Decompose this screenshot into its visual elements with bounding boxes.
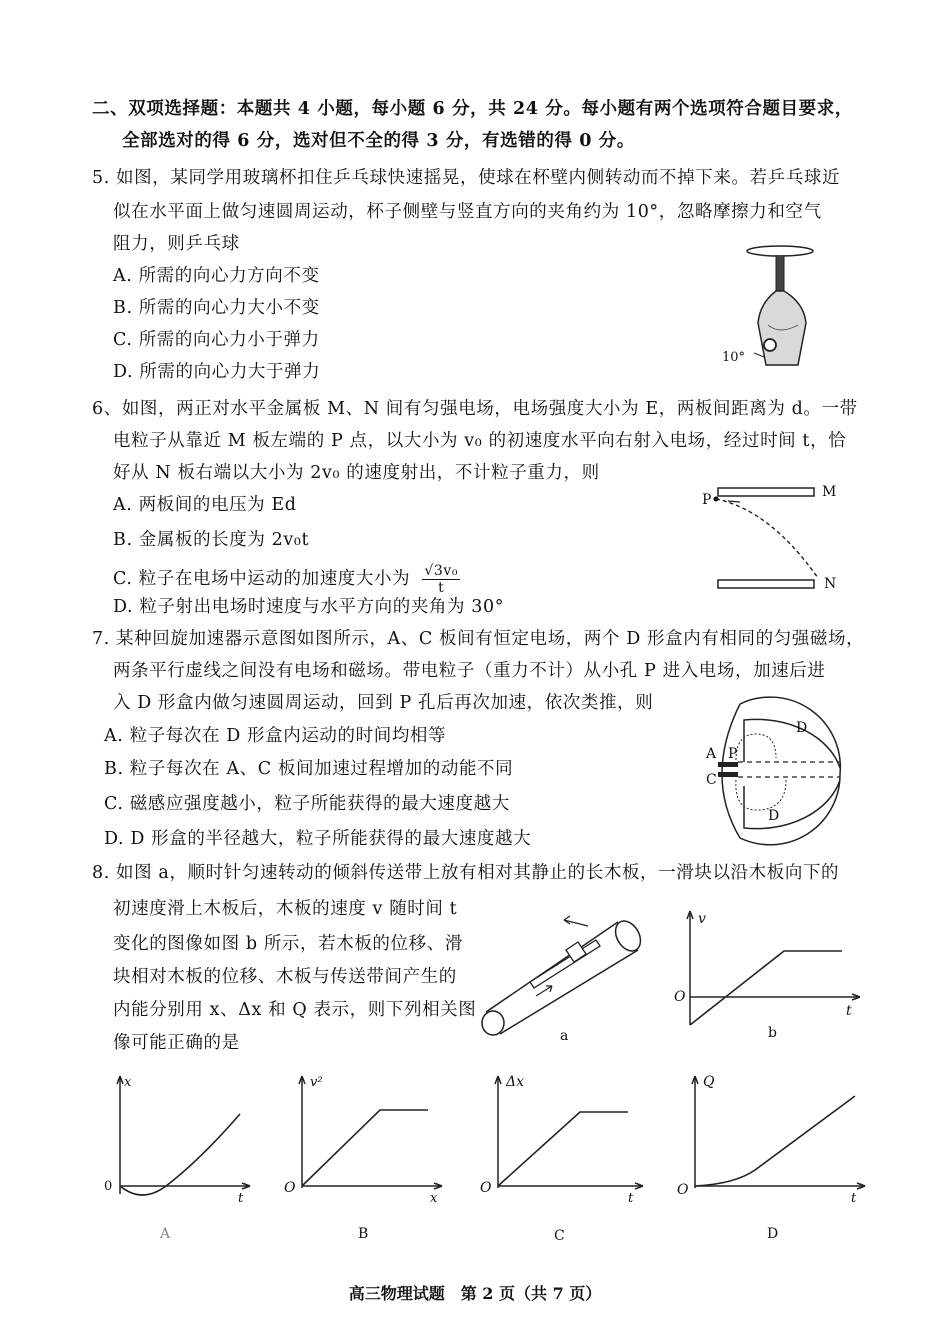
q8-fig-a-caption: a	[560, 1028, 569, 1044]
q6-option-b[interactable]: B. 金属板的长度为 2v₀t	[113, 530, 310, 550]
q5-option-b[interactable]: B. 所需的向心力大小不变	[113, 298, 320, 318]
q8-stem-line3: 变化的图像如图 b 所示，若木板的位移、滑	[113, 934, 463, 954]
q7-stem-line2: 两条平行虚线之间没有电场和磁场。带电粒子（重力不计）从小孔 P 进入电场，加速后进	[113, 661, 826, 681]
q8-graph-d-caption: D	[767, 1226, 779, 1242]
q7-label-a: A	[706, 746, 717, 762]
q8-graph-b-x-label: x	[430, 1191, 438, 1206]
q5-stem-line1: 5. 如图，某同学用玻璃杯扣住乒乓球快速摇晃，使球在杯壁内侧转动而不掉下来。若乒乓球近	[92, 168, 841, 188]
q8-fig-b-t-label: t	[846, 1003, 852, 1019]
q5-stem-line2: 似在水平面上做匀速圆周运动，杯子侧壁与竖直方向的夹角约为 10°，忽略摩擦力和空气	[113, 202, 822, 222]
q8-graph-b[interactable]	[282, 1070, 452, 1250]
q8-graph-b-y-label: v²	[310, 1075, 323, 1090]
q8-graph-a-origin: 0	[104, 1179, 113, 1194]
q6-option-a[interactable]: A. 两板间的电压为 Ed	[113, 495, 297, 515]
q7-label-d-top: D	[796, 720, 808, 736]
q6-stem-line3: 好从 N 板右端以大小为 2v₀ 的速度射出，不计粒子重力，则	[113, 463, 600, 483]
q6-label-p: P	[702, 492, 712, 508]
q8-graph-b-caption: B	[358, 1226, 369, 1242]
q8-graph-a[interactable]	[100, 1070, 260, 1250]
q8-graph-c-x-label: t	[628, 1191, 634, 1206]
q6-stem-line1: 6、如图，两正对水平金属板 M、N 间有匀强电场，电场强度大小为 E，两板间距离为 d。一带	[92, 399, 858, 419]
q5-angle-label: 10°	[722, 350, 746, 365]
section-header-line1: 二、双项选择题：本题共 4 小题，每小题 6 分，共 24 分。每小题有两个选项符合题目要求，	[92, 99, 853, 119]
q8-fig-b-caption: b	[768, 1025, 777, 1041]
q5-glass-figure	[720, 245, 840, 375]
q8-graph-a-y-label: x	[124, 1075, 132, 1090]
q5-stem-line3: 阻力，则乒乓球	[113, 234, 240, 254]
q8-figure-a-conveyor	[478, 900, 658, 1050]
q6-label-n: N	[824, 576, 837, 592]
q8-graph-d-y-label: Q	[703, 1074, 715, 1090]
q8-graph-a-caption: A	[160, 1226, 171, 1242]
q6-option-c-text: C. 粒子在电场中运动的加速度大小为	[113, 569, 411, 589]
q7-label-c: C	[706, 772, 717, 788]
q5-option-c[interactable]: C. 所需的向心力小于弹力	[113, 330, 320, 350]
q8-graph-c-origin: O	[480, 1180, 492, 1196]
q8-stem-line6: 像可能正确的是	[113, 1033, 240, 1053]
q8-graph-c-y-label: Δx	[506, 1074, 525, 1090]
q8-fig-b-origin: O	[674, 989, 686, 1005]
q8-graph-c[interactable]	[478, 1070, 648, 1250]
q7-option-a[interactable]: A. 粒子每次在 D 形盒内运动的时间均相等	[104, 726, 447, 746]
q6-option-d[interactable]: D. 粒子射出电场时速度与水平方向的夹角为 30°	[113, 597, 505, 617]
q7-stem-line1: 7. 某种回旋加速器示意图如图所示，A、C 板间有恒定电场，两个 D 形盒内有相同的匀强磁场，	[92, 629, 865, 649]
q8-graph-d[interactable]	[675, 1070, 875, 1250]
q8-graph-a-x-label: t	[238, 1191, 244, 1206]
q7-option-c[interactable]: C. 磁感应强度越小，粒子所能获得的最大速度越大	[104, 794, 510, 814]
q8-fig-b-v-label: v	[698, 911, 706, 927]
q8-stem-line5: 内能分别用 x、Δx 和 Q 表示，则下列相关图	[113, 1000, 477, 1020]
q7-label-d-bottom: D	[768, 808, 780, 824]
q5-option-d[interactable]: D. 所需的向心力大于弹力	[113, 362, 321, 382]
q8-stem-line2: 初速度滑上木板后，木板的速度 v 随时间 t	[113, 899, 458, 919]
q6-stem-line2: 电粒子从靠近 M 板左端的 P 点，以大小为 v₀ 的初速度水平向右射入电场，经过时间 t，恰	[113, 431, 847, 451]
q7-label-p: P	[728, 746, 738, 762]
page-footer: 高三物理试题 第 2 页（共 7 页）	[348, 1284, 602, 1303]
q6-option-c-fraction	[422, 563, 460, 596]
q6-option-c[interactable]	[113, 563, 460, 596]
q8-stem-line1: 8. 如图 a，顺时针匀速转动的倾斜传送带上放有相对其静止的长木板，一滑块以沿木板向下的	[92, 863, 840, 883]
q8-graph-d-x-label: t	[851, 1191, 857, 1206]
q8-graph-d-origin: O	[677, 1182, 689, 1198]
q6-fraction-numerator: √3v₀	[424, 563, 459, 579]
q7-stem-line3: 入 D 形盒内做匀速圆周运动，回到 P 孔后再次加速，依次类推，则	[113, 693, 654, 713]
q7-option-d[interactable]: D. D 形盒的半径越大，粒子所能获得的最大速度越大	[104, 829, 532, 849]
section-header-line2: 全部选对的得 6 分，选对但不全的得 3 分，有选错的得 0 分。	[122, 131, 635, 151]
q8-graph-b-origin: O	[284, 1180, 296, 1196]
q8-graph-c-caption: C	[554, 1228, 565, 1244]
q6-label-m: M	[822, 484, 837, 500]
q6-fraction-denominator: t	[438, 580, 445, 596]
q8-figure-b-vt-graph	[670, 905, 870, 1045]
q7-option-b[interactable]: B. 粒子每次在 A、C 板间加速过程增加的动能不同	[104, 759, 514, 779]
q7-cyclotron-figure	[700, 700, 860, 840]
q5-option-a[interactable]: A. 所需的向心力方向不变	[113, 266, 320, 286]
q6-plates-figure	[700, 480, 850, 600]
q8-stem-line4: 块相对木板的位移、木板与传送带间产生的	[113, 967, 457, 987]
